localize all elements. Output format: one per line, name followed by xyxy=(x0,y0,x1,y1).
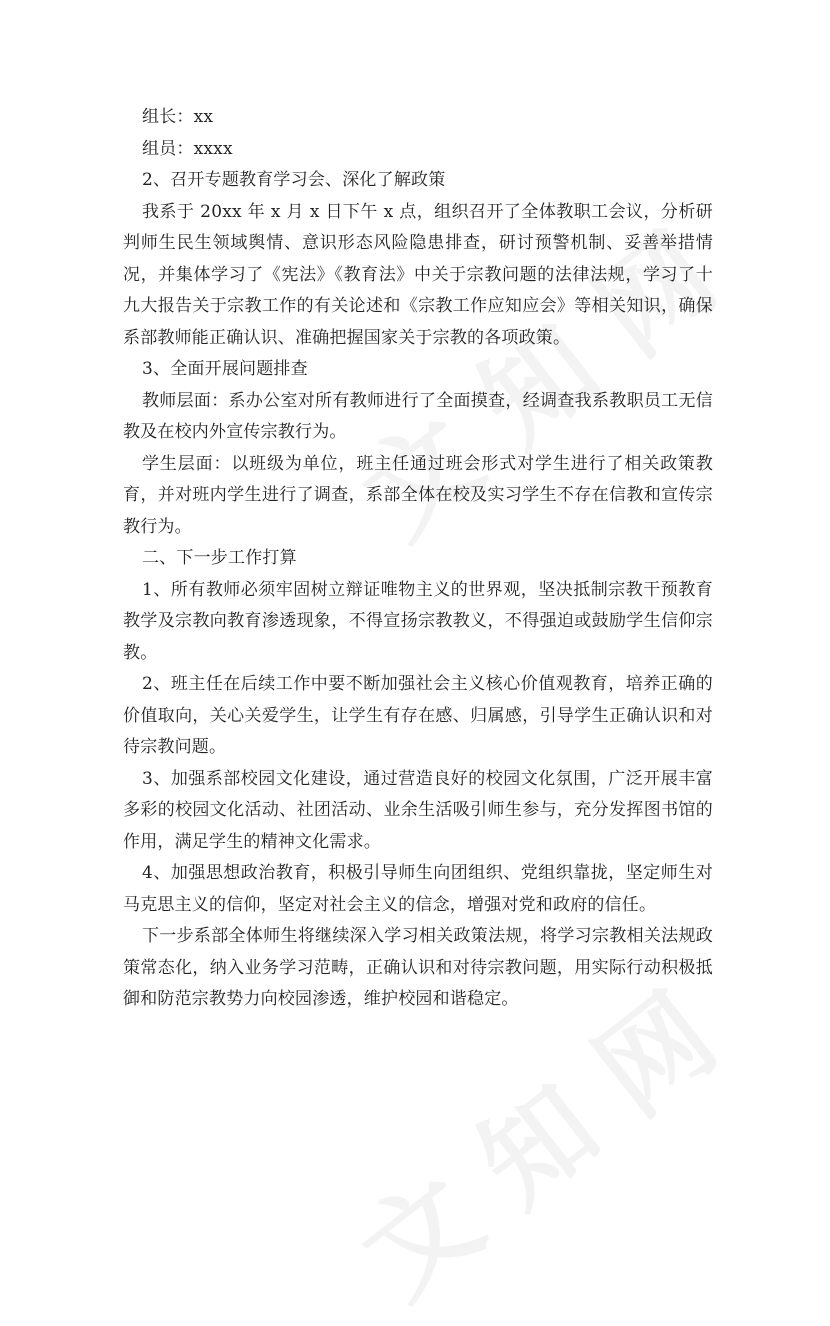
paragraph-next-step-4: 4、加强思想政治教育，积极引导师生向团组织、党组织靠拢，坚定师生对马克思主义的信仰，坚定对社会主义的信念，增强对党和政府的信任。 xyxy=(123,863,713,915)
paragraph-student-level: 学生层面：以班级为单位，班主任通过班会形式对学生进行了相关政策教育，并对班内学生进行了调查，系部全体在校及实习学生不存在信教和宣传宗教行为。 xyxy=(123,453,713,537)
document-body xyxy=(123,102,713,1016)
team-leader-line: 组长：xx xyxy=(142,107,214,127)
section-heading-next-steps: 二、下一步工作打算 xyxy=(142,548,297,568)
paragraph-next-step-3: 3、加强系部校园文化建设，通过营造良好的校园文化氛围，广泛开展丰富多彩的校园文化活动、社团活动、业余生活吸引师生参与，充分发挥图书馆的作用，满足学生的精神文化需求。 xyxy=(123,768,713,852)
paragraph-next-step-2: 2、班主任在后续工作中要不断加强社会主义核心价值观教育，培养正确的价值取向，关心关爱学生，让学生有存在感、归属感，引导学生正确认识和对待宗教问题。 xyxy=(123,674,713,757)
paragraph-conclusion: 下一步系部全体师生将继续深入学习相关政策法规，将学习宗教相关法规政策常态化，纳入业务学习范畴，正确认识和对待宗教问题，用实际行动积极抵御和防范宗教势力向校园渗透，维护校园和谐稳定。 xyxy=(123,926,713,1009)
section-heading-investigation: 3、全面开展问题排查 xyxy=(142,359,308,379)
section-heading-study-meeting: 2、召开专题教育学习会、深化了解政策 xyxy=(142,170,446,190)
paragraph-study-meeting: 我系于 20xx 年 x 月 x 日下午 x 点，组织召开了全体教职工会议，分析研判师生民生领域舆情、意识形态风险隐患排查，研讨预警机制、妥善举措情况，并集体学习了《宪法》《教育法》中关于宗教问题的法律法规，学习了十九大报告关于宗教工作的有关论述和《宗教工作应知应会》等相关知识，确保系部教师能正确认识、准确把握国家关于宗教的各项政策。 xyxy=(123,201,713,348)
team-members-line: 组员：xxxx xyxy=(142,138,233,159)
paragraph-next-step-1: 1、所有教师必须牢固树立辩证唯物主义的世界观，坚决抵制宗教干预教育教学及宗教向教育渗透现象，不得宣扬宗教教义，不得强迫或鼓励学生信仰宗教。 xyxy=(123,579,713,663)
paragraph-teacher-level: 教师层面：系办公室对所有教师进行了全面摸查，经调查我系教职员工无信教及在校内外宣传宗教行为。 xyxy=(123,390,713,442)
